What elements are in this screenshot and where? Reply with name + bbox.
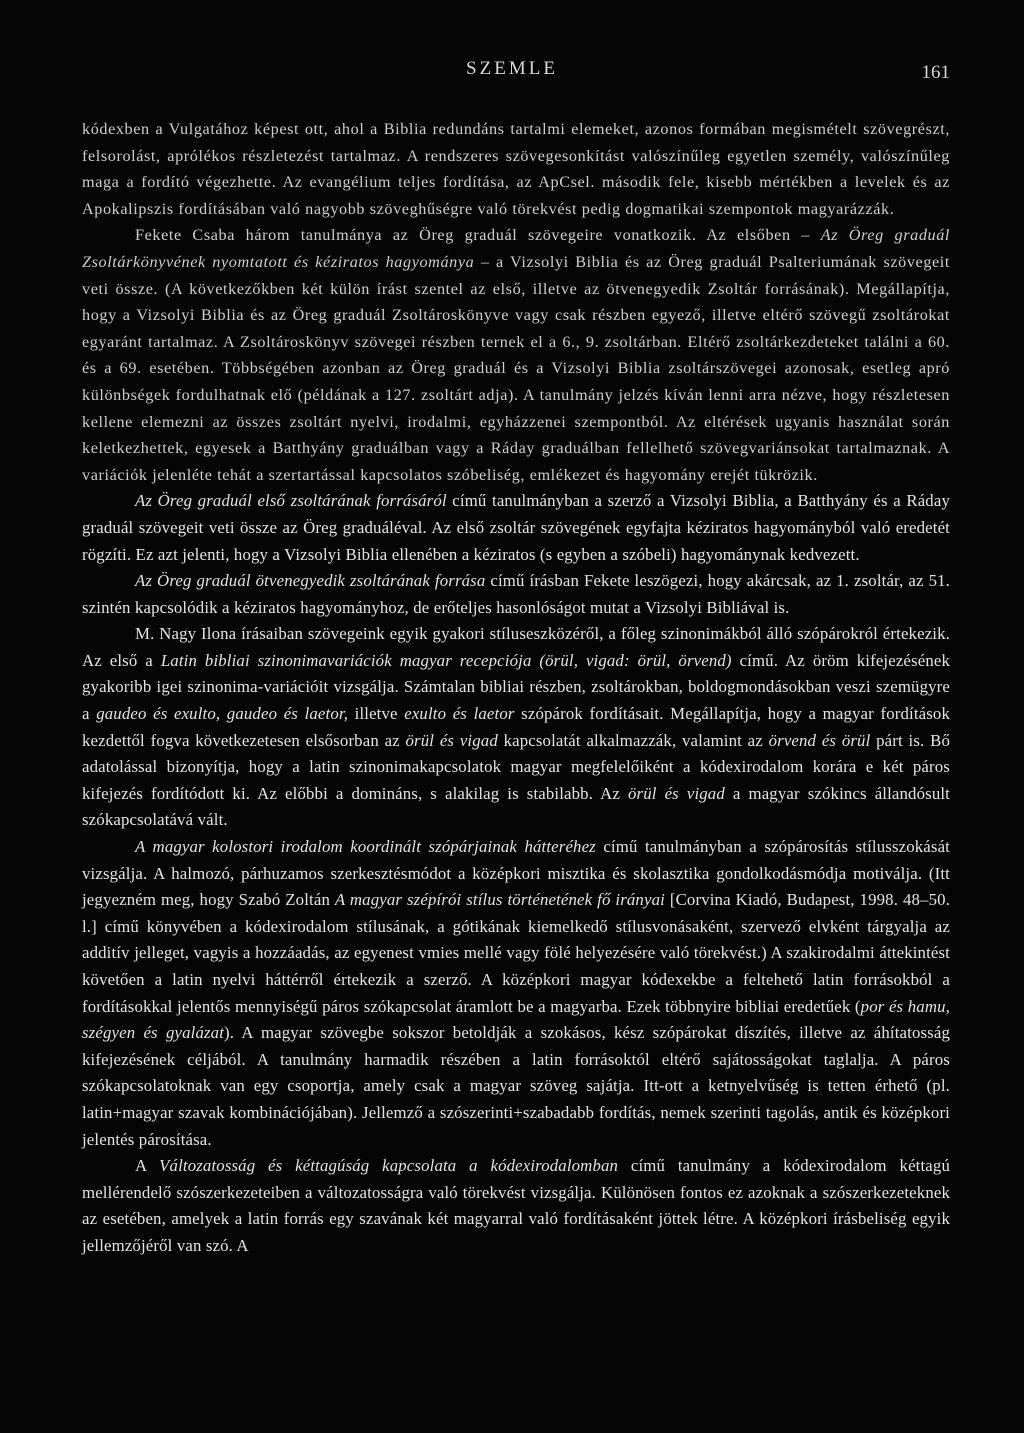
- text-run: párt is. Bő adatolással bizonyítja, hogy a latin szinonimakapcsolatok magyar megfelelőiként a kódexirodalom korára e két páros kifejezés fordítódott ki. Az előbbi a domináns, s alakilag is stabilabb. Az: [82, 730, 950, 803]
- text-run: című írásban Fekete leszögezi, hogy akárcsak, az 1. zsoltár, az 51. szintén kapcsolódik a kéziratos hagyományhoz, de erőteljes hasonlóságot mutat a Vizsolyi Bibliával is.: [82, 571, 951, 617]
- text-run: – a Vizsolyi Biblia és az Öreg graduál Psalteriumának szövegeit veti össze. (A következőkben két külön írást szentel az első, illetve az ötvenegyedik Zsoltár forrásának). Megállapítja, hogy a Vizsolyi Biblia és az Öreg graduál Zsoltároskönyve vagy csak részben egyező, illetve eltérő szövegű zsoltárokat egyaránt tartalmaz. A Zsoltároskönyv szövegei részben ternek el a 6., 9. zsoltárban. Eltérő zsoltárkezdeteket találni a 60. és a 69. esetében. Többségében azonban az Öreg graduál és a Vizsolyi Biblia zsoltárszövegei azonosak, esetleg apró különbségek fordulhatnak elő (példának a 127. zsoltárt adja). A tanulmány jelzés kíván lenni arra nézve, hogy részletesen kellene elemezni az összes zsoltárt nyelvi, irodalmi, egyházzenei szempontból. Az eltérések ugyanis használat során keletkezhettek, egyesek a Batthyány graduálban vagy a Ráday graduálban fellelhető szövegvariánsokat tartalmaznak. A variációk jelenléte tehát a szertartással kapcsolatos szóbeliség, emlékezet és hagyomány erejét tükrözik.: [82, 252, 950, 484]
- italic-title: por és hamu, szégyen és gyalázat: [82, 996, 950, 1043]
- text-run: ). A magyar szövegbe sokszor betoldják a szokásos, kész szópárokat díszítés, illetve az áhítatosság kifejezésének céljából. A tanulmány harmadik részében a latin forrásoktól eltérő sajátosságokat taglalja. A páros szókapcsolatoknak van egy csoportja, amely csak a magyar szöveg sajátja. Itt-ott a ketnyelvűség is tetten érhető (pl. latin+magyar szavak kombinációjában). Jellemző a szószerinti+szabadabb fordítás, nemek szerinti tagolás, antik és középkori jelentés párosítása.: [82, 1023, 950, 1149]
- running-head: SZEMLE: [466, 58, 558, 79]
- page-number: 161: [921, 62, 950, 83]
- text-run: M. Nagy Ilona írásaiban szövegeink egyik gyakori stíluseszközéről, a főleg szinonimákból álló szópárokról értekezik. Az első a: [82, 624, 950, 670]
- paragraph: [82, 488, 950, 568]
- body-text: [82, 116, 950, 1260]
- text-run: [Corvina Kiadó, Budapest, 1998. 48–50. l.] című könyvében a kódexirodalom stílusának, a gótikának kiemelkedő stílusvonásaként, szervező elvként tárgyalja az additív jelleget, vagyis a hozzáadás, az egyenest vmies mellé vagy fölé helyezésére való törekvést.) A szakirodalmi áttekintést követően a latin nyelvi háttérről értekezik a szerző. A középkori magyar kódexekbe a feltehető latin forrásokból a fordításokkal jelentős mennyiségű páros szókapcsolat áramlott be a magyarba. Ezek többnyire bibliai eredetűek (: [82, 890, 951, 1016]
- italic-title: A magyar szépírói stílus történetének fő irányai: [334, 890, 665, 910]
- italic-title: Latin bibliai szinonimavariációk magyar recepciója (örül, vigad: örül, örvend): [160, 650, 732, 670]
- italic-title: Az Öreg graduál első zsoltárának forrásáról: [135, 491, 447, 511]
- italic-title: Változatosság és kéttagúság kapcsolata a kódexirodalomban: [159, 1156, 619, 1176]
- text-run: kódexben a Vulgatához képest ott, ahol a Biblia redundáns tartalmi elemeket, azonos formában megismételt szövegrészt, felsorolást, aprólékos részletezést tartalmaz. A rendszeres szövegesonkítást valószínűleg egyetlen személy, valószínűleg maga a fordító végezhette. Az evangélium teljes fordítása, az ApCsel. második fele, kisebb mértékben a levelek és az Apokalipszis fordításában való nagyobb szöveghűségre való törekvést pedig dogmatikai szempontok magyarázzák.: [82, 120, 950, 218]
- italic-title: exulto és laetor: [404, 704, 515, 724]
- italic-title: örvend és örül: [768, 730, 871, 750]
- text-run: című tanulmány a kódexirodalom kéttagú mellérendelő szószerkezeteiben a változatosságra való törekvést vizsgálja. Különösen fontos ez azoknak a szószerkezeteknek az esetében, amelyek a latin forrás egy szavának két magyarral való fordításaként jöttek létre. A középkori írásbeliség egyik jellemzőjéről van szó. A: [82, 1156, 950, 1255]
- text-run: illetve: [348, 704, 405, 724]
- text-run: Fekete Csaba három tanulmánya az Öreg graduál szövegeire vonatkozik. Az elsőben –: [135, 226, 821, 245]
- text-run: című. Az öröm kifejezésének gyakoribb igei szinonima-variációit vizsgálja. Számtalan bibliai részben, zsoltárokban, boldogmondásokban veszi szemügyre a: [82, 650, 950, 724]
- italic-title: Az Öreg graduál Zsoltárkönyvének nyomtatott és kéziratos hagyománya: [82, 226, 950, 271]
- paragraph: [82, 834, 950, 1153]
- italic-title: örül és vigad: [405, 730, 498, 750]
- text-run: a magyar szókincs állandósult szókapcsolatává vált.: [82, 783, 950, 830]
- italic-title: Az Öreg graduál ötvenegyedik zsoltárának forrása: [135, 571, 486, 591]
- paragraph: [82, 1153, 950, 1259]
- paragraph: [82, 222, 950, 488]
- italic-title: A magyar kolostori irodalom koordinált szópárjainak hátteréhez: [135, 837, 596, 857]
- text-run: kapcsolatát alkalmazzák, valamint az: [497, 730, 769, 750]
- paragraph: [82, 621, 950, 834]
- italic-title: gaudeo és exulto, gaudeo és laetor,: [96, 704, 349, 724]
- paragraph: [82, 116, 950, 222]
- text-run: A: [135, 1156, 160, 1176]
- italic-title: örül és vigad: [628, 783, 725, 803]
- text-run: című tanulmányban a szerző a Vizsolyi Biblia, a Batthyány és a Ráday graduál szövegeit veti össze az Öreg graduáléval. Az első zsoltár szövegének egyfajta kéziratos hagyományból való eredetét rögzíti. Ez azt jelenti, hogy a Vizsolyi Biblia ellenében a kéziratos (s egyben a szóbeli) hagyománynak kedvezett.: [82, 491, 950, 564]
- text-run: című tanulmányban a szópárosítás stílusszokását vizsgálja. A halmozó, párhuzamos szerkesztésmódot a középkori misztika és skolasztika gondolkodásmódja motiválja. (Itt jegyezném meg, hogy Szabó Zoltán: [82, 837, 950, 910]
- paragraph: [82, 568, 950, 621]
- text-run: szópárok fordításait. Megállapítja, hogy a magyar fordítások kezdettől fogva következetesen elsősorban az: [82, 704, 951, 750]
